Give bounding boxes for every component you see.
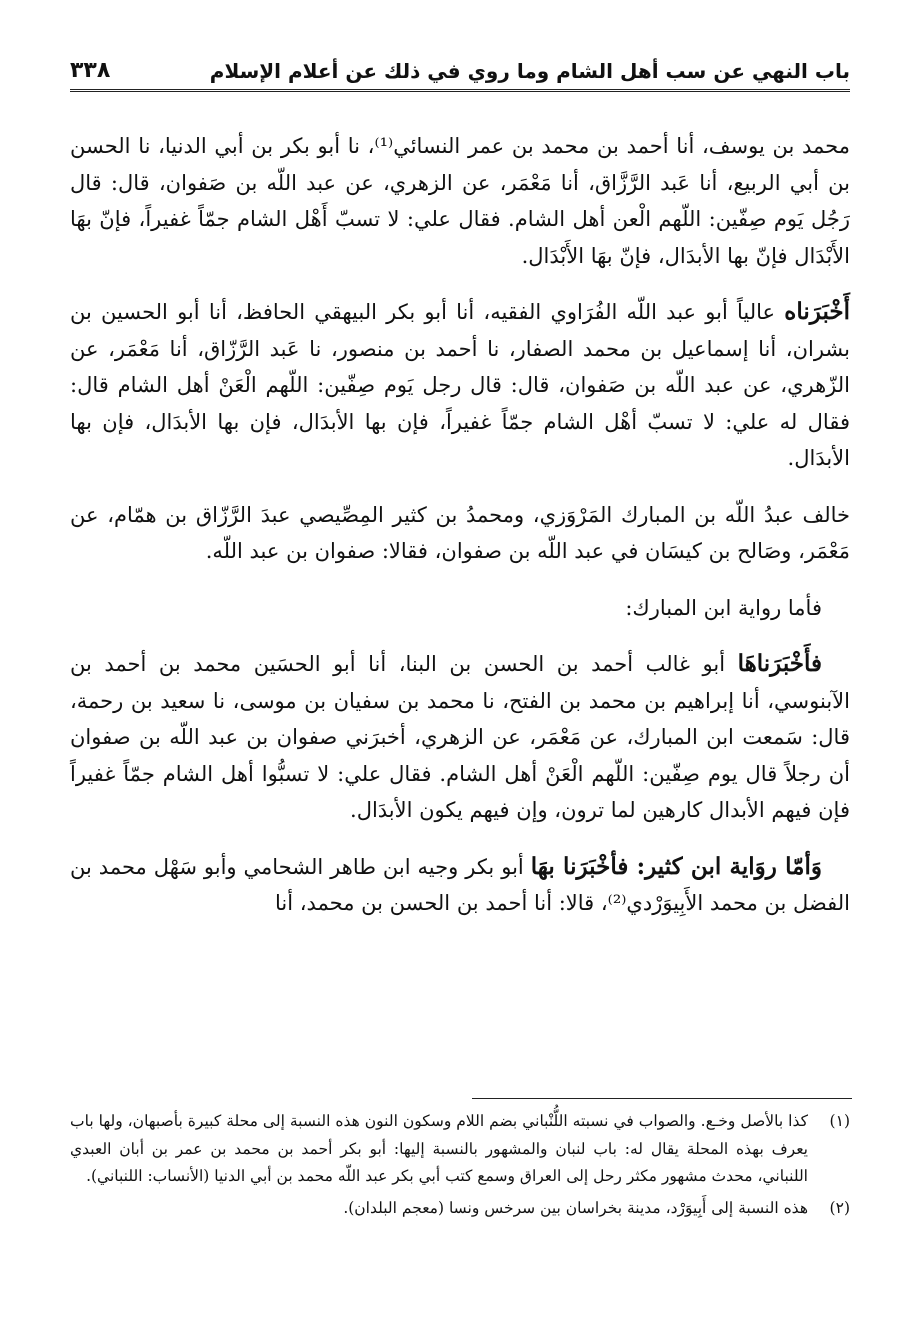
footnotes bbox=[70, 1108, 850, 1226]
footnote-divider bbox=[472, 1098, 852, 1099]
paragraph-1 bbox=[70, 128, 850, 274]
paragraph-text: أبو بكر وجيه ابن طاهر الشحامي وأبو سَهْل محمد بن الفضل بن محمد الأَبِيوَرْدي⁽²⁾، قالا: أنا أحمد بن الحسن بن محمد، أنا bbox=[70, 854, 850, 915]
paragraph-2 bbox=[70, 294, 850, 477]
paragraph-6 bbox=[70, 849, 850, 922]
paragraph-text: فأما رواية ابن المبارك: bbox=[625, 595, 822, 620]
footnote-2 bbox=[70, 1195, 850, 1223]
paragraph-lead: وَأمّا روَاية ابن كثير: فأخْبَرَنا بهَا bbox=[530, 852, 822, 880]
footnote-number: (١) bbox=[829, 1112, 850, 1130]
paragraph-lead: فأَخْبَرَناهَا bbox=[737, 650, 822, 677]
main-text bbox=[70, 128, 850, 942]
footnote-number: (٢) bbox=[829, 1198, 850, 1217]
paragraph-text: محمد بن يوسف، أنا أحمد بن محمد بن عمر النسائي⁽¹⁾، نا أبو بكر بن أبي الدنيا، نا الحسن بن أبي الربيع، أنا عَبد الرَّزَّاق، أنا مَعْمَر، عن الزهري، عن عبد اللّه بن صَفوان، قال: قال رَجُل يَوم صِفّين: اللّهم الْعن أهل الشام. فقال علي: لا تسبّ أَهْل الشام جمّاً غفيراً، فإنّ بهَا الأَبْدَال فإنّ بها الأبدَال، فإنّ بهَا الأَبْدَال. bbox=[70, 134, 850, 268]
paragraph-lead: أَخْبَرَناه bbox=[784, 298, 850, 325]
paragraph-4 bbox=[70, 590, 850, 627]
paragraph-3 bbox=[70, 497, 850, 570]
paragraph-5 bbox=[70, 646, 850, 829]
footnote-text: هذه النسبة إلى أَبِيوَرْد، مدينة بخراسان بين سرخس ونسا (معجم البلدان). bbox=[343, 1198, 808, 1217]
page-header bbox=[70, 58, 850, 92]
paragraph-text: خالف عبدُ اللّه بن المبارك المَرْوَزي، ومحمدُ بن كثير المِصِّيصي عبدَ الرَّزّاق بن همّام، عن مَعْمَر، وصَالح بن كيسَان في عبد اللّه بن صفوان، فقالا: صفوان بن عبد اللّه. bbox=[70, 502, 850, 563]
footnote-text: كذا بالأصل وخـع. والصواب في نسبته اللُّنْباني بضم اللام وسكون النون هذه النسبة إلى محلة كبيرة بأصبهان، ولها باب يعرف بهذه المحلة يقال له: باب لنبان والمشهور بالنسبة إليها: أبو بكر أحمد بن محمد بن عمر بن أبان العبدي اللنباني، محدث مشهور مكثر رحل إلى العراق وسمع كتب أبي بكر عبد اللّه محمد بن أبي الدنيا (الأنساب: اللنباني). bbox=[70, 1112, 808, 1185]
running-title: باب النهي عن سب أهل الشام وما روي في ذلك عن أعلام الإسلام bbox=[209, 59, 850, 83]
page-number: ٣٣٨ bbox=[70, 58, 111, 83]
paragraph-text: عالياً أبو عبد اللّه الفُرَاوي الفقيه، أنا أبو بكر البيهقي الحافظ، أنا أبو الحسين بن بشران، أنا إسماعيل بن محمد الصفار، نا أحمد بن منصور، نا عَبد الرَّزّاق، أنا مَعْمَر، عن الزّهري، عن عبد اللّه بن صَفوان، قال: قال رجل يَوم صِفّين: اللّهم الْعَنْ أهل الشام قال: فقال له علي: لا تسبّ أهْل الشام جمّاً غفيراً، فإن بها الأبدَال، فإن بها الأبدَال، فإن بها الأبدَال. bbox=[70, 300, 850, 470]
paragraph-text: أبو غالب أحمد بن الحسن بن البنا، أنا أبو الحسَين محمد بن أحمد بن الآبنوسي، أنا إبراهيم بن محمد بن الفتح، نا محمد بن سفيان بن موسى، نا سعيد بن رحمة، قال: سَمعت ابن المبارك، عن مَعْمَر، عن الزهري، أخبرَني صفوان بن عبد اللّه بن صفوان أن رجلاً قال يوم صِفّين: اللّهم الْعَنْ أهل الشام. فقال علي: لا تسبُّوا أهل الشام جمّاً غفيراً فإن فيهم الأبدال كارهين لما ترون، وإن فيهم يكون الأبدَال. bbox=[70, 652, 850, 822]
footnote-1 bbox=[70, 1108, 850, 1191]
